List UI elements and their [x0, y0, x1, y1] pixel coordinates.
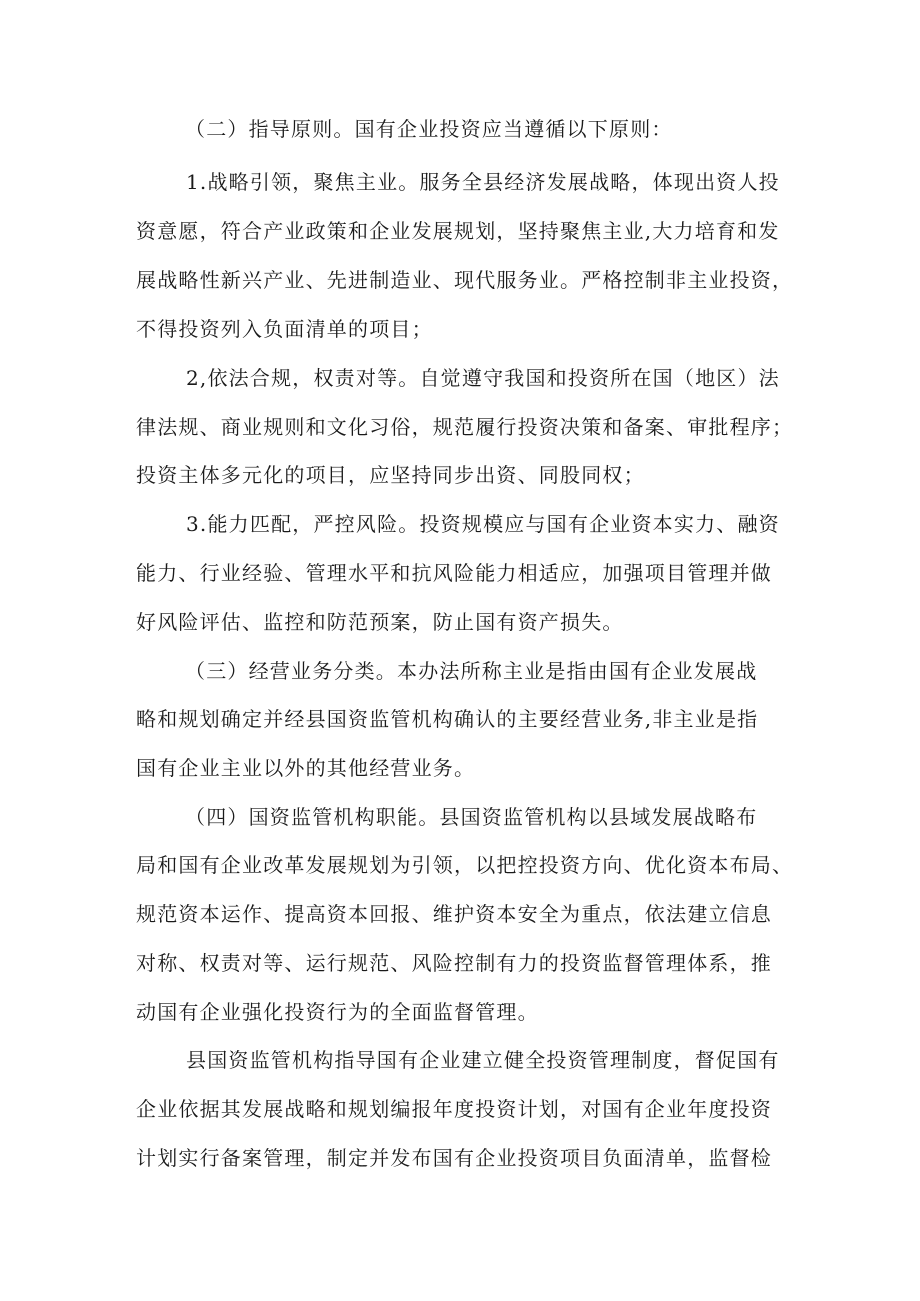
- principle-1-line-3: 展战略性新兴产业、先进制造业、现代服务业。严格控制非主业投资，: [136, 268, 794, 292]
- regulator-guidance-line-3: 计划实行备案管理，制定并发布国有企业投资项目负面清单，监督检: [136, 1146, 772, 1170]
- regulator-functions-line-5: 动国有企业强化投资行为的全面监督管理。: [136, 1000, 539, 1024]
- business-classification-line-2: 略和规划确定并经县国资监管机构确认的主要经营业务,非主业是指: [136, 707, 759, 731]
- principle-1-line-2: 资意愿，符合产业政策和企业发展规划，坚持聚焦主业,大力培育和发: [136, 219, 780, 243]
- principle-1-line-4: 不得投资列入负面清单的项目；: [136, 317, 433, 341]
- principles-heading: （二）指导原则。国有企业投资应当遵循以下原则：: [185, 117, 673, 141]
- regulator-guidance-line-1: 县国资监管机构指导国有企业建立健全投资管理制度，督促国有: [186, 1048, 780, 1072]
- business-classification-line-1: （三）经营业务分类。本办法所称主业是指由国有企业发展战: [185, 659, 758, 683]
- principle-1-line-1: 1.战略引领，聚焦主业。服务全县经济发展战略，体现出资人投: [186, 170, 780, 194]
- principle-3-line-3: 好风险评估、监控和防范预案，防止国有资产损失。: [136, 610, 624, 634]
- regulator-functions-line-4: 对称、权责对等、运行规范、风险控制有力的投资监督管理体系，推: [136, 951, 772, 975]
- regulator-functions-line-2: 局和国有企业改革发展规划为引领，以把控投资方向、优化资本布局、: [136, 853, 794, 877]
- regulator-guidance-line-2: 企业依据其发展战略和规划编报年度投资计划，对国有企业年度投资: [136, 1097, 772, 1121]
- principle-3-line-2: 能力、行业经验、管理水平和抗风险能力相适应，加强项目管理并做: [136, 561, 772, 585]
- principle-3-line-1: 3.能力匹配，严控风险。投资规模应与国有企业资本实力、融资: [186, 512, 780, 536]
- principle-2-line-2: 律法规、商业规则和文化习俗，规范履行投资决策和备案、审批程序；: [136, 415, 794, 439]
- regulator-functions-line-1: （四）国资监管机构职能。县国资监管机构以县域发展战略布: [185, 805, 758, 829]
- principle-2-line-3: 投资主体多元化的项目，应坚持同步出资、同股同权；: [136, 463, 645, 487]
- regulator-functions-line-3: 规范资本运作、提高资本回报、维护资本安全为重点，依法建立信息: [136, 902, 772, 926]
- business-classification-line-3: 国有企业主业以外的其他经营业务。: [136, 756, 476, 780]
- principle-2-line-1: 2,依法合规，权责对等。自觉遵守我国和投资所在国（地区）法: [186, 366, 780, 390]
